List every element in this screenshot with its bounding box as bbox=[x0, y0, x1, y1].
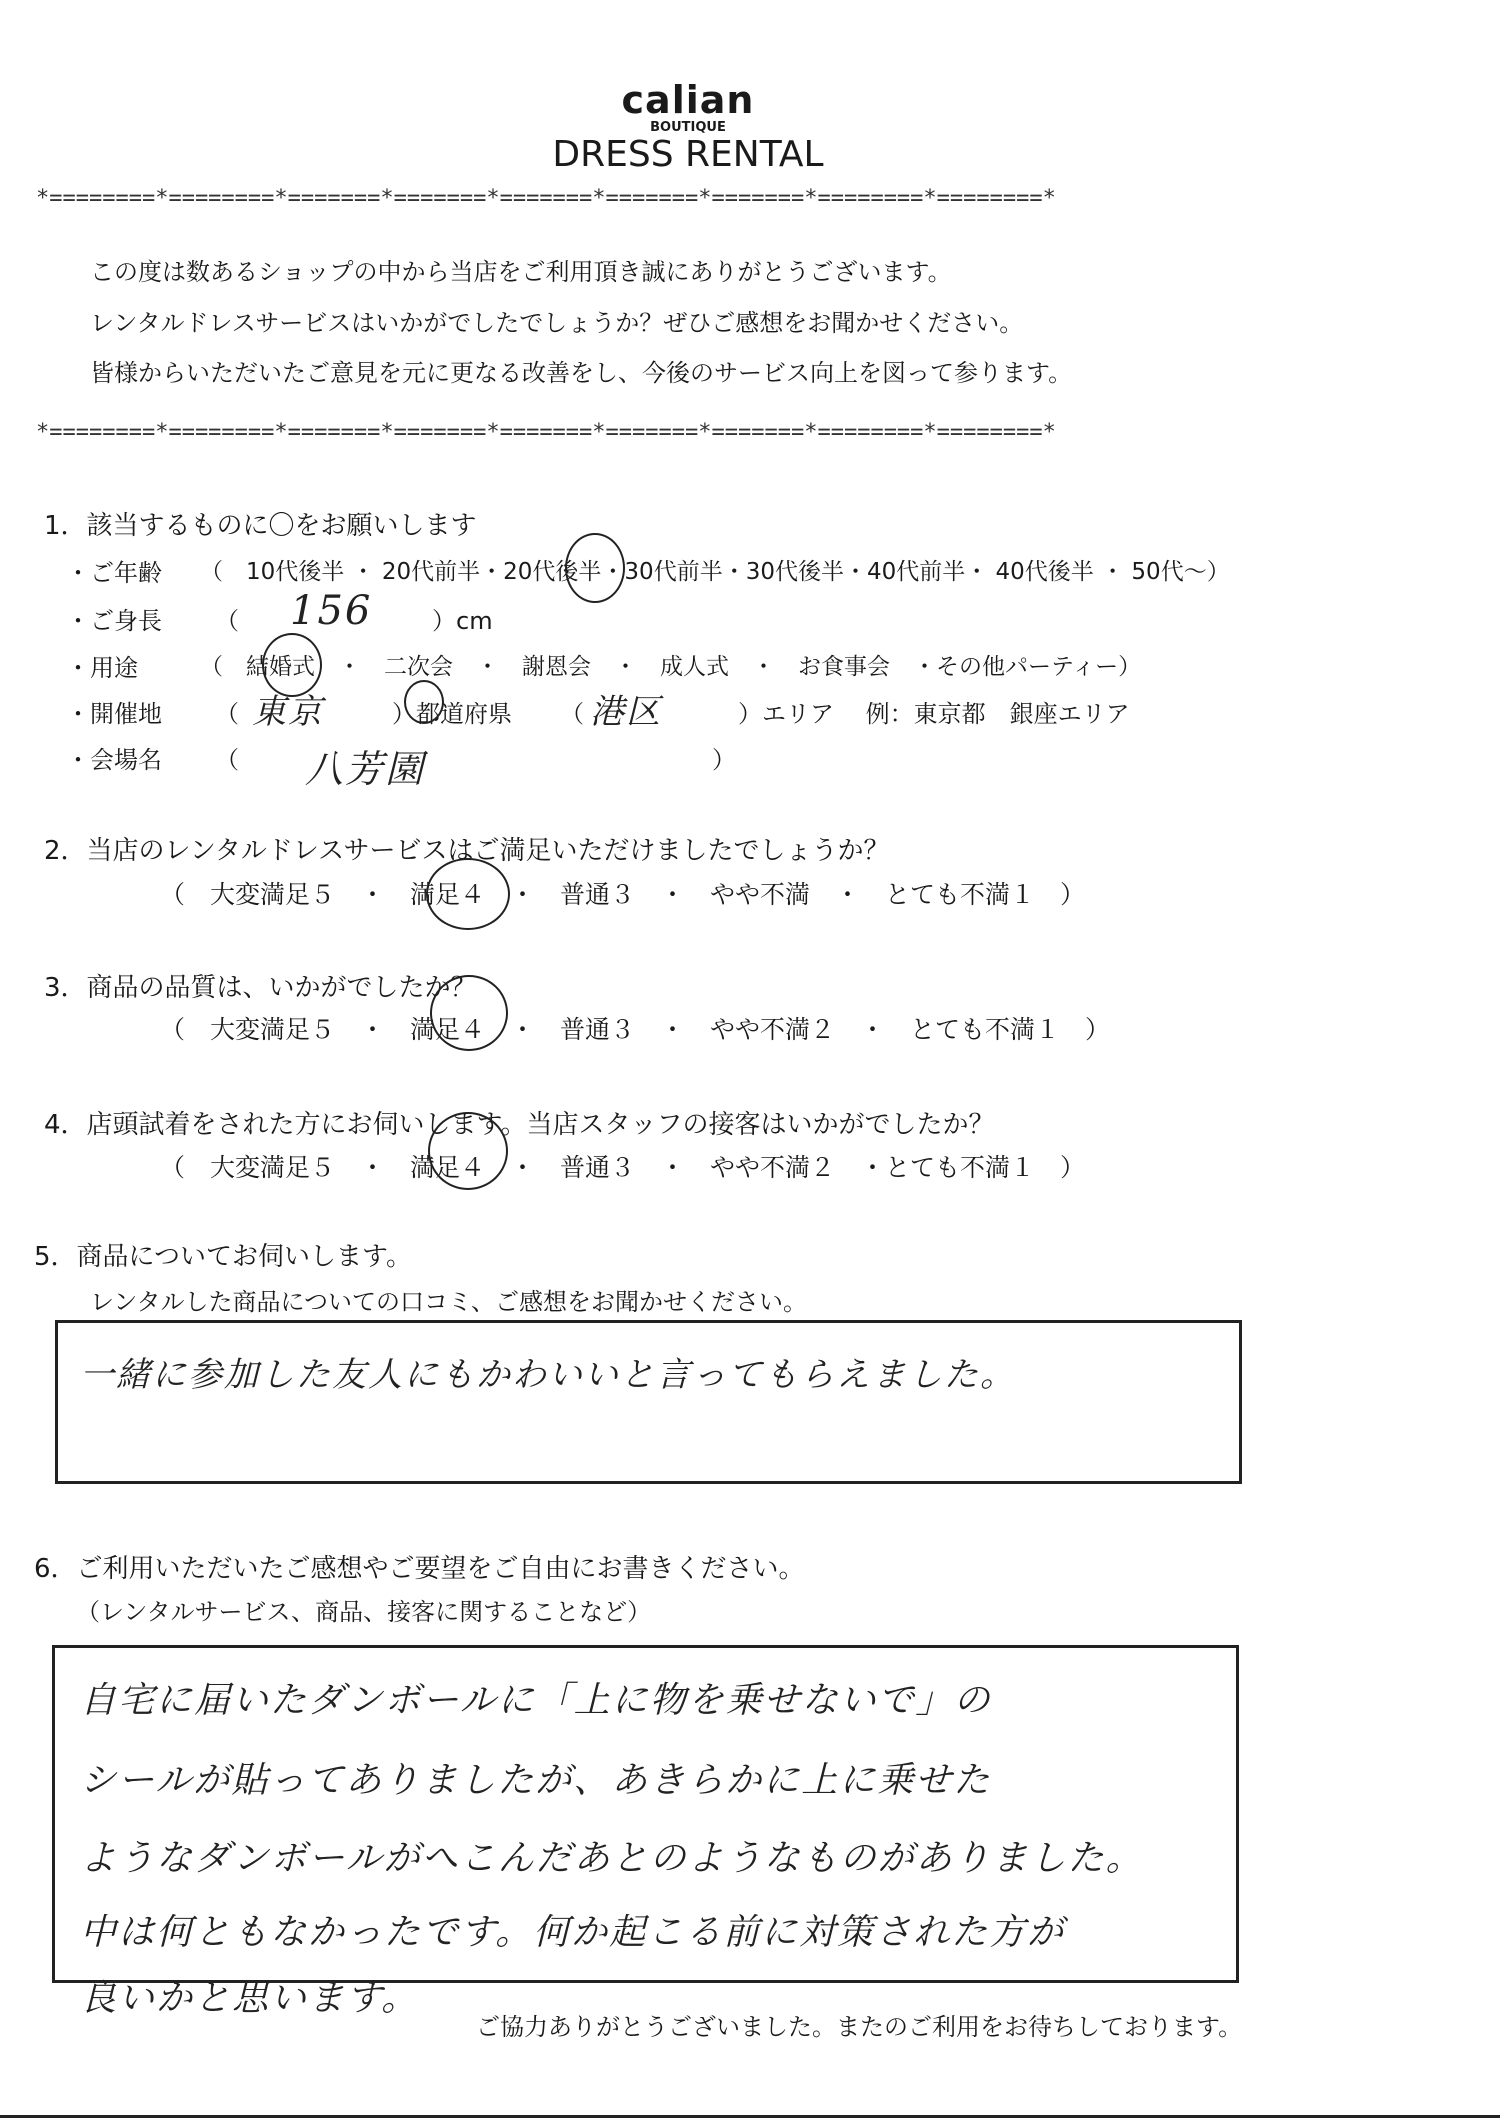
venue-area-value: 港区 bbox=[590, 692, 662, 732]
q2-title: 2．当店のレンタルドレスサービスはご満足いただけましたでしょうか？ bbox=[44, 836, 890, 866]
q6-answer-line-1: 自宅に届いたダンボールに「上に物を乗せないで」の bbox=[80, 1680, 992, 1721]
q3-title: 3．商品の品質は、いかがでしたか？ bbox=[44, 973, 477, 1003]
q6-answer-line-2: シールが貼ってありましたが、あきらかに上に乗せた bbox=[80, 1760, 992, 1801]
height-label: ・ご身長 bbox=[66, 607, 162, 635]
q4-title: 4．店頭試着をされた方にお伺いします。当店スタッフの接客はいかがでしたか？ bbox=[44, 1110, 995, 1140]
intro-line-3: 皆様からいただいたご意見を元に更なる改善をし、今後のサービス向上を図って参ります。 bbox=[90, 359, 1073, 387]
q5-title: 5．商品についてお伺いします。 bbox=[34, 1242, 412, 1272]
intro-line-2: レンタルドレスサービスはいかがでしたでしょうか？ぜひご感想をお聞かせください。 bbox=[90, 309, 1024, 337]
q4-options: （ 大変満足５ ・ 満足４ ・ 普通３ ・ やや不満２ ・とても不満１ ） bbox=[160, 1153, 1086, 1182]
q6-answer-line-5: 良いかと思います。 bbox=[80, 1978, 420, 2019]
venue-area-suffix: ）エリア 例：東京都 銀座エリア bbox=[738, 700, 1130, 728]
purpose-label: ・用途 bbox=[66, 654, 138, 682]
venue-label: ・開催地 bbox=[66, 700, 162, 728]
q6-answer-line-3: ようなダンボールがへこんだあとのようなものがありました。 bbox=[80, 1838, 1144, 1879]
separator-bottom: *========*========*=======*=======*=======*=======*=======*========*========* bbox=[36, 420, 1056, 445]
q6-answer-line-4: 中は何ともなかったです。何か起こる前に対策された方が bbox=[80, 1912, 1066, 1953]
age-label: ・ご年齢 bbox=[66, 559, 162, 587]
q5-answer: 一緒に参加した友人にもかわいいと言ってもらえました。 bbox=[80, 1355, 1016, 1395]
footer-rule bbox=[0, 2115, 1500, 2118]
q1-title: 1．該当するものに〇をお願いします bbox=[44, 511, 477, 541]
height-open: （ bbox=[215, 607, 239, 635]
q2-options: （ 大変満足５ ・ 満足４ ・ 普通３ ・ やや不満 ・ とても不満１ ） bbox=[160, 880, 1086, 909]
q3-options: （ 大変満足５ ・ 満足４ ・ 普通３ ・ やや不満２ ・ とても不満１ ） bbox=[160, 1015, 1111, 1044]
q6-title: 6．ご利用いただいたご感想やご要望をご自由にお書きください。 bbox=[34, 1554, 805, 1584]
age-options: （ 10代後半 ・ 20代前半・20代後半・30代前半・30代後半・40代前半・ 40代後半 ・ 50代～） bbox=[200, 559, 1230, 585]
q5-subtitle: レンタルした商品についての口コミ、ご感想をお聞かせください。 bbox=[90, 1288, 807, 1316]
venue-pref-suffix: ）都道府県 bbox=[392, 700, 512, 728]
hall-value: 八芳園 bbox=[305, 747, 426, 791]
separator-top: *========*========*=======*=======*=======*=======*=======*========*========* bbox=[36, 186, 1056, 211]
brand-sub: BOUTIQUE bbox=[650, 120, 726, 135]
q6-subtitle: （レンタルサービス、商品、接客に関することなど） bbox=[76, 1598, 652, 1626]
footer-thanks: ご協力ありがとうございました。またのご利用をお待ちしております。 bbox=[476, 2013, 1243, 2041]
hall-close: ） bbox=[712, 746, 736, 774]
purpose-options: （ 結婚式 ・ 二次会 ・ 謝恩会 ・ 成人式 ・ お食事会 ・その他パーティー） bbox=[200, 654, 1142, 680]
intro-line-1: この度は数あるショップの中から当店をご利用頂き誠にありがとうございます。 bbox=[90, 258, 952, 286]
page-title: DRESS RENTAL bbox=[552, 134, 824, 175]
q5-answer-box bbox=[55, 1320, 1242, 1484]
height-value: 156 bbox=[290, 588, 373, 634]
venue-area-open: （ bbox=[560, 700, 584, 728]
hall-label: ・会場名 bbox=[66, 746, 162, 774]
hall-open: （ bbox=[215, 746, 239, 774]
venue-pref-value: 東京 bbox=[252, 692, 324, 732]
brand-logo: calian bbox=[621, 78, 755, 122]
venue-open: （ bbox=[215, 700, 239, 728]
height-close: ）cm bbox=[432, 607, 493, 635]
